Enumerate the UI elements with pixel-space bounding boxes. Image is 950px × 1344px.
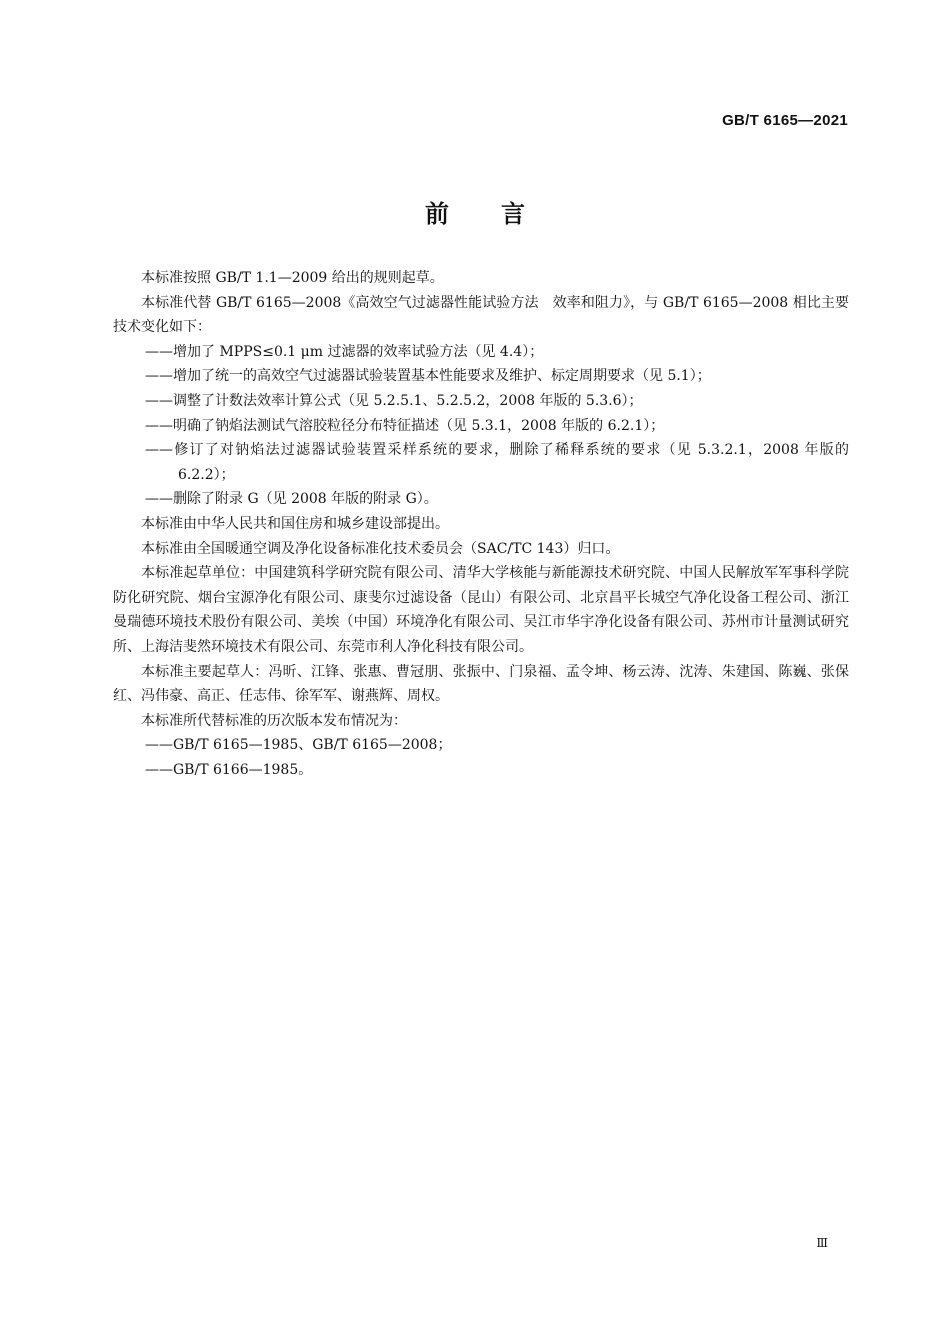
paragraph: 本标准主要起草人：冯昕、江锋、张惠、曹冠朋、张振中、门泉福、孟令坤、杨云涛、沈涛、朱建国、陈巍、张保红、冯伟豪、高正、任志伟、徐军军、谢燕辉、周权。: [113, 663, 849, 705]
document-body: [113, 266, 849, 782]
paragraph: 本标准所代替标准的历次版本发布情况为：: [141, 712, 407, 729]
change-list-item: ——修订了对钠焰法过滤器试验装置采样系统的要求，删除了稀释系统的要求（见 5.3.2.1，2008 年版的 6.2.2）；: [145, 442, 849, 483]
change-list-item: ——增加了统一的高效空气过滤器试验装置基本性能要求及维护、标定周期要求（见 5.1）；: [145, 368, 711, 385]
page-number: Ⅲ: [816, 1236, 828, 1250]
change-list-item: ——增加了 MPPS≤0.1 μm 过滤器的效率试验方法（见 4.4）；: [145, 343, 544, 360]
change-list-item: ——明确了钠焰法测试气溶胶粒径分布特征描述（见 5.3.1，2008 年版的 6.2.1）；: [145, 417, 665, 434]
paragraph: 本标准由全国暖通空调及净化设备标准化技术委员会（SAC/TC 143）归口。: [141, 540, 620, 557]
paragraph: 本标准由中华人民共和国住房和城乡建设部提出。: [141, 515, 449, 532]
paragraph: 本标准起草单位：中国建筑科学研究院有限公司、清华大学核能与新能源技术研究院、中国人民解放军军事科学院防化研究院、烟台宝源净化有限公司、康斐尔过滤设备（昆山）有限公司、北京昌平长城空气净化设备工程公司、浙江曼瑞德环境技术股份有限公司、美埃（中国）环境净化有限公司、吴江市华宇净化设备有限公司、苏州市计量测试研究所、上海洁斐然环境技术有限公司、东莞市利人净化科技有限公司。: [113, 565, 849, 655]
change-list-item: ——调整了计数法效率计算公式（见 5.2.5.1、5.2.5.2，2008 年版的 5.3.6）；: [145, 392, 643, 409]
page-title: 前言: [425, 200, 577, 228]
version-list-item: ——GB/T 6165—1985、GB/T 6165—2008；: [145, 737, 452, 754]
version-list-item: ——GB/T 6166—1985。: [145, 761, 313, 778]
standard-code: GB/T 6165—2021: [722, 112, 848, 129]
change-list-item: ——删除了附录 G（见 2008 年版的附录 G）。: [145, 491, 438, 508]
paragraph: 本标准按照 GB/T 1.1—2009 给出的规则起草。: [141, 270, 444, 286]
paragraph: 本标准代替 GB/T 6165—2008《高效空气过滤器性能试验方法 效率和阻力》，与 GB/T 6165—2008 相比主要技术变化如下：: [113, 294, 849, 336]
